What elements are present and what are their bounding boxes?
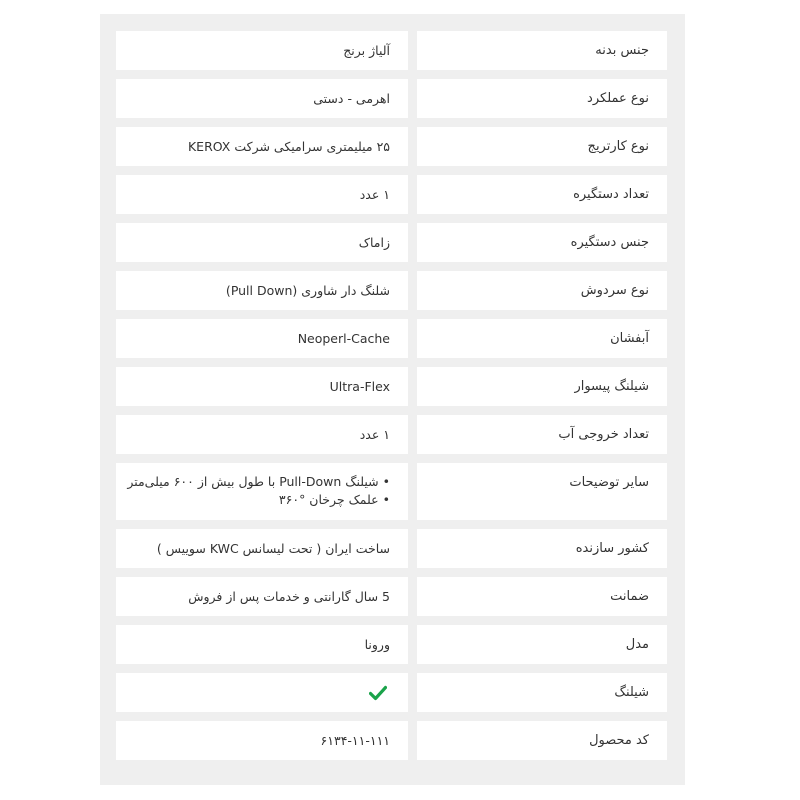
spec-value: آلیاژ برنج — [116, 31, 408, 70]
spec-row-product-code — [116, 721, 667, 760]
spec-value: Neoperl-Cache — [116, 319, 408, 358]
spec-value: زاماک — [116, 223, 408, 262]
spec-row-handle-material — [116, 223, 667, 262]
spec-label: مدل — [417, 625, 667, 664]
spec-label: نوع کارتریج — [417, 127, 667, 166]
spec-label: آبفشان — [417, 319, 667, 358]
spec-row-model — [116, 625, 667, 664]
spec-label: سایر توضیحات — [417, 463, 667, 520]
spec-row-country — [116, 529, 667, 568]
notes-list — [127, 473, 390, 509]
spec-label: کد محصول — [417, 721, 667, 760]
spec-label: شیلنگ پیسوار — [417, 367, 667, 406]
spec-value: ۱ عدد — [116, 175, 408, 214]
spec-row-cartridge-type — [116, 127, 667, 166]
spec-label: تعداد خروجی آب — [417, 415, 667, 454]
spec-row-shower-head-type — [116, 271, 667, 310]
spec-row-body-material — [116, 31, 667, 70]
spec-table — [116, 31, 667, 769]
spec-value: ساخت ایران ( تحت لیسانس KWC سوییس ) — [116, 529, 408, 568]
spec-value: 5 سال گارانتی و خدمات پس از فروش — [116, 577, 408, 616]
notes-list-item: • علمک چرخان °۳۶۰ — [127, 491, 390, 509]
spec-row-hose — [116, 673, 667, 712]
spec-value: Ultra-Flex — [116, 367, 408, 406]
spec-row-aerator — [116, 319, 667, 358]
spec-value: شلنگ دار شاوری (Pull Down) — [116, 271, 408, 310]
spec-label: جنس دستگیره — [417, 223, 667, 262]
spec-value — [116, 673, 408, 712]
spec-value: ورونا — [116, 625, 408, 664]
spec-row-supply-hose — [116, 367, 667, 406]
spec-value: ۶۱۳۴-۱۱-۱۱۱ — [116, 721, 408, 760]
check-icon — [369, 684, 387, 702]
notes-list-item: • شیلنگ Pull-Down با طول بیش از ۶۰۰ میلی‌متر — [127, 473, 390, 491]
spec-label: شیلنگ — [417, 673, 667, 712]
spec-row-other-notes — [116, 463, 667, 520]
spec-row-water-outlets — [116, 415, 667, 454]
spec-row-warranty — [116, 577, 667, 616]
spec-label: ضمانت — [417, 577, 667, 616]
spec-label: نوع سردوش — [417, 271, 667, 310]
spec-value: اهرمی - دستی — [116, 79, 408, 118]
spec-value: ۱ عدد — [116, 415, 408, 454]
spec-row-operation-type — [116, 79, 667, 118]
spec-label: کشور سازنده — [417, 529, 667, 568]
specs-panel — [100, 14, 685, 785]
spec-label: جنس بدنه — [417, 31, 667, 70]
spec-row-handle-count — [116, 175, 667, 214]
spec-value — [116, 463, 408, 520]
spec-label: نوع عملکرد — [417, 79, 667, 118]
spec-value: ۲۵ میلیمتری سرامیکی شرکت KEROX — [116, 127, 408, 166]
spec-label: تعداد دستگیره — [417, 175, 667, 214]
